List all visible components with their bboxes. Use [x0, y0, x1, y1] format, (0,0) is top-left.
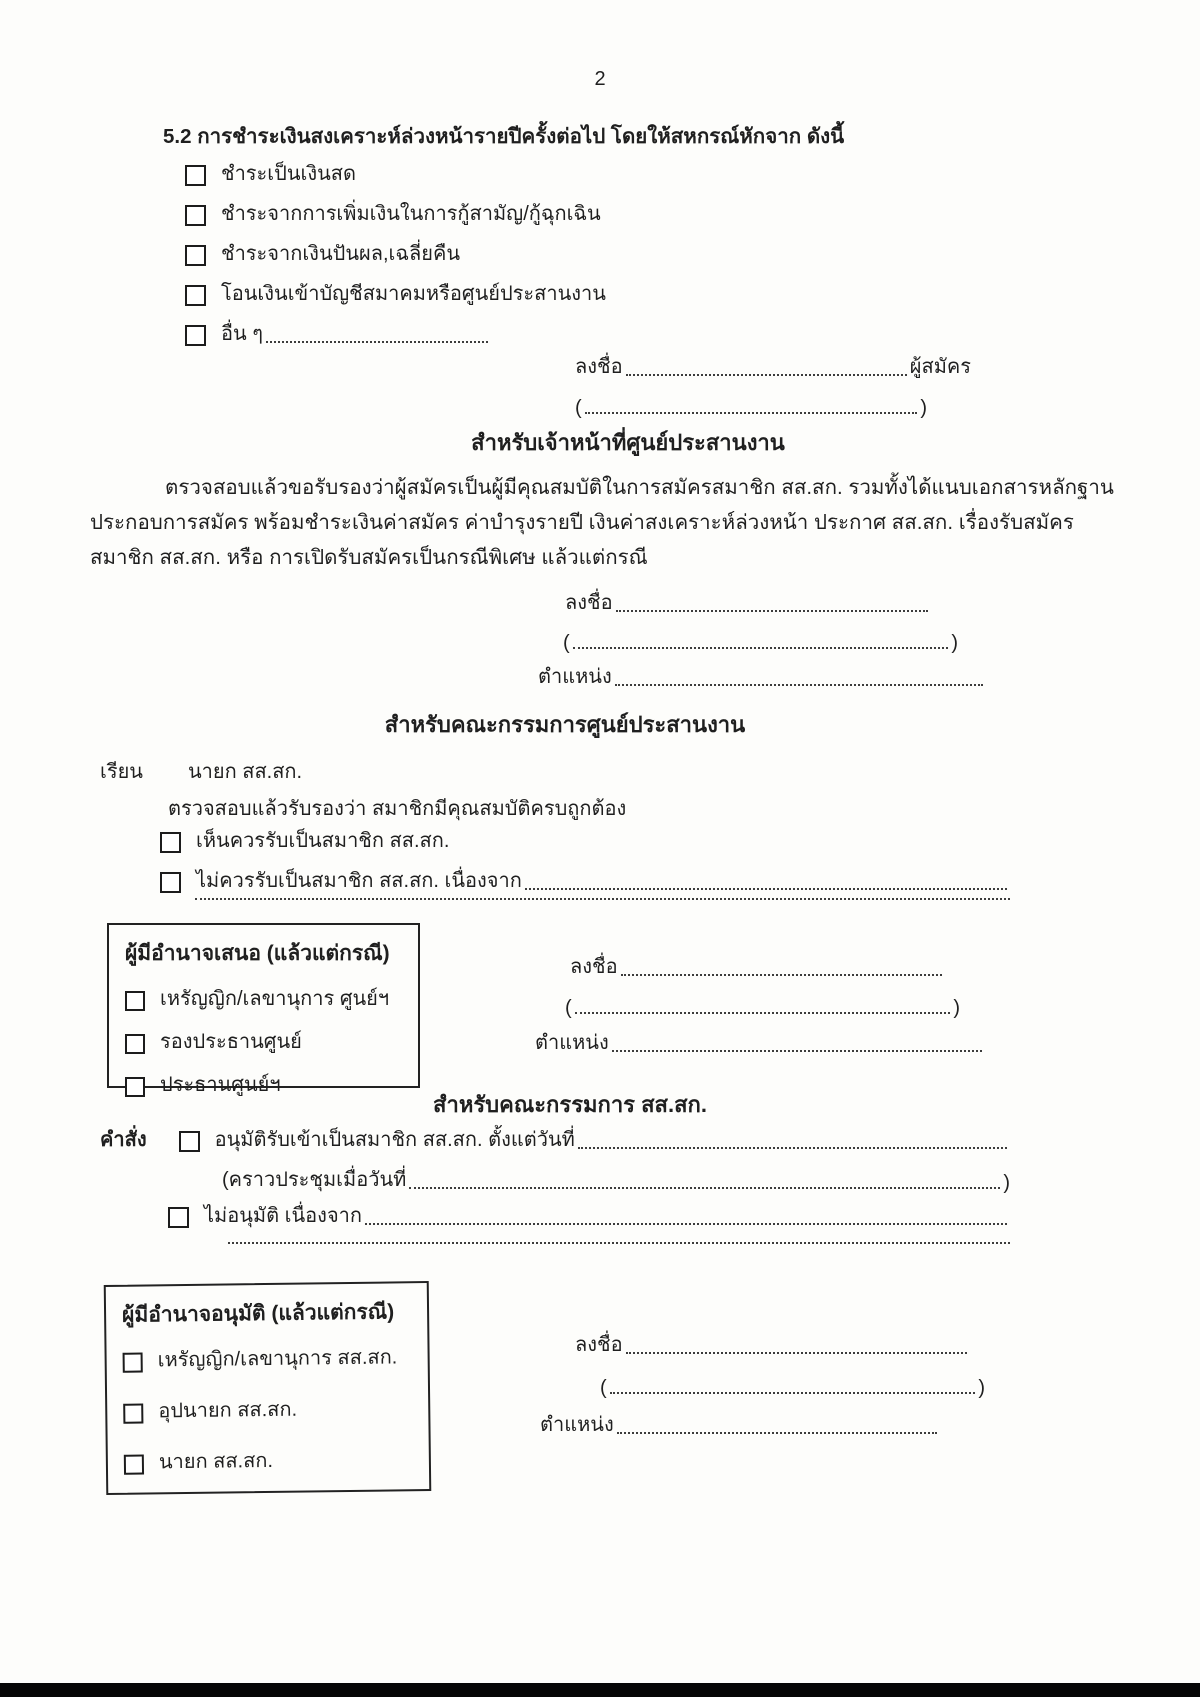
section-5-2-heading: 5.2 การชำระเงินสงเคราะห์ล่วงหน้ารายปีครั้งต่อไป โดยให้สหกรณ์หักจาก ดังนี้: [163, 125, 845, 148]
proposer-option-label: ประธานศูนย์ฯ: [160, 1074, 281, 1096]
other-fill-line[interactable]: [266, 341, 488, 343]
paren-close: ): [920, 397, 927, 419]
paren-open: (: [563, 632, 570, 654]
reject-option-label: ไม่ควรรับเป็นสมาชิก สส.สก. เนื่องจาก: [196, 870, 522, 892]
sign-label: ลงชื่อ: [575, 1334, 623, 1356]
checkbox-reject-member[interactable]: [160, 872, 181, 893]
checkbox-vice-chair-center[interactable]: [125, 1034, 145, 1054]
checkbox-loan-addition[interactable]: [185, 205, 206, 226]
committee-center-signature-block: [535, 952, 985, 1058]
committee-center-position-row: [535, 1028, 985, 1058]
committee-ssk-position-row: [540, 1410, 985, 1440]
applicant-name-line[interactable]: [585, 412, 918, 414]
proposer-option-row: [125, 1028, 402, 1057]
applicant-name-row: [575, 390, 927, 420]
to-row: [100, 758, 302, 787]
reject-admission-continuation-line[interactable]: [228, 1222, 1010, 1244]
proposer-option-label: เหรัญญิก/เลขานุการ ศูนย์ฯ: [160, 988, 390, 1010]
committee-ssk-signature-line[interactable]: [626, 1352, 967, 1354]
checkbox-dividend[interactable]: [185, 245, 206, 266]
committee-ssk-name-row: [540, 1370, 985, 1400]
approver-box-title: ผู้มีอำนาจอนุมัติ (แล้วแต่กรณี): [121, 1300, 395, 1327]
paren-close: ): [951, 632, 958, 654]
payment-option-label: ชำระเป็นเงินสด: [221, 163, 356, 185]
position-label: ตำแหน่ง: [540, 1414, 614, 1436]
approver-box: [104, 1281, 432, 1495]
payment-option-label: โอนเงินเข้าบัญชีสมาคมหรือศูนย์ประสานงาน: [221, 283, 606, 305]
checkbox-reject-admission[interactable]: [168, 1207, 189, 1228]
meeting-date-line[interactable]: [409, 1187, 1000, 1189]
applicant-sign-row: [575, 352, 971, 382]
payment-option-label: ชำระจากการเพิ่มเงินในการกู้สามัญ/กู้ฉุกเฉิน: [221, 203, 601, 225]
committee-ssk-position-line[interactable]: [617, 1432, 937, 1434]
payment-option-row: [185, 200, 745, 229]
payment-method-list: [185, 160, 745, 360]
applicant-role-label: ผู้สมัคร: [909, 356, 971, 378]
checkbox-approve-admission[interactable]: [179, 1131, 200, 1152]
approver-option-label: นายก สส.สก.: [158, 1449, 274, 1474]
checkbox-other[interactable]: [185, 325, 206, 346]
committee-ssk-name-line[interactable]: [610, 1392, 976, 1394]
meeting-date-row: [222, 1165, 1010, 1195]
order-row: [100, 1126, 1010, 1155]
certify-text: ตรวจสอบแล้วรับรองว่า สมาชิกมีคุณสมบัติครบถูกต้อง: [168, 798, 627, 820]
payment-option-label: ชำระจากเงินปันผล,เฉลี่ยคืน: [221, 243, 461, 265]
committee-center-sign-row: [535, 952, 985, 982]
checkbox-vice-president-ssk[interactable]: [123, 1404, 143, 1424]
sign-label: ลงชื่อ: [565, 592, 613, 614]
position-label: ตำแหน่ง: [538, 666, 612, 688]
committee-ssk-signature-block: [540, 1330, 985, 1440]
checkbox-president-ssk[interactable]: [124, 1455, 144, 1475]
approver-option-row: [122, 1343, 411, 1376]
order-label: คำสั่ง: [100, 1129, 147, 1151]
meeting-note-prefix: (คราวประชุมเมื่อวันที่: [222, 1169, 407, 1191]
committee-center-title: สำหรับคณะกรรมการศูนย์ประสานงาน: [384, 712, 746, 737]
approve-option-row: [160, 827, 1010, 856]
to-label: เรียน: [100, 761, 143, 783]
officer-position-row: [538, 662, 986, 692]
approve-admission-label: อนุมัติรับเข้าเป็นสมาชิก สส.สก. ตั้งแต่วันที่: [214, 1129, 575, 1151]
committee-ssk-title: สำหรับคณะกรรมการ สส.สก.: [433, 1092, 707, 1117]
payment-option-row: [185, 280, 745, 309]
paren-close: ): [1003, 1172, 1010, 1194]
applicant-signature-line[interactable]: [626, 374, 907, 376]
reject-admission-label: ไม่อนุมัติ เนื่องจาก: [204, 1205, 362, 1227]
officer-position-line[interactable]: [615, 684, 983, 686]
proposer-option-row: [125, 985, 402, 1014]
committee-center-name-row: [535, 990, 985, 1020]
payment-option-label: อื่น ๆ: [221, 323, 263, 345]
proposer-box-title: ผู้มีอำนาจเสนอ (แล้วแต่กรณี): [125, 942, 390, 965]
paren-close: ): [953, 997, 960, 1019]
committee-center-position-line[interactable]: [612, 1050, 982, 1052]
page-number: 2: [594, 68, 606, 90]
officer-name-line[interactable]: [573, 647, 949, 649]
payment-option-row: [185, 320, 745, 349]
payment-option-row: [185, 240, 745, 269]
officer-section-title: สำหรับเจ้าหน้าที่ศูนย์ประสานงาน: [471, 430, 785, 455]
admission-date-line[interactable]: [578, 1147, 1007, 1149]
approver-option-label: อุปนายก สส.สก.: [158, 1398, 298, 1423]
payment-option-row: [185, 160, 745, 189]
sign-label: ลงชื่อ: [570, 956, 618, 978]
paren-open: (: [575, 397, 582, 419]
committee-center-name-line[interactable]: [575, 1012, 951, 1014]
paren-open: (: [600, 1377, 607, 1399]
to-value: นายก สส.สก.: [187, 761, 303, 783]
reject-reason-continuation-line[interactable]: [195, 878, 1010, 900]
checkbox-treasurer-center[interactable]: [125, 991, 145, 1011]
approver-option-label: เหรัญญิก/เลขานุการ สส.สก.: [157, 1346, 398, 1372]
officer-sign-row: [538, 588, 986, 618]
officer-signature-block: [538, 588, 986, 692]
officer-certification-paragraph: ตรวจสอบแล้วขอรับรองว่าผู้สมัครเป็นผู้มีคุณสมบัติในการสมัครสมาชิก สส.สก. รวมทั้งได้แนบเอกสารหลักฐานประกอบการสมัคร พร้อมชำระเงินค่าสมัคร ค่าบำรุงรายปี เงินค่าสงเคราะห์ล่วงหน้า ประกาศ สส.สก. เรื่องรับสมัครสมาชิก สส.สก. หรือ การเปิดรับสมัครเป็นกรณีพิเศษ แล้วแต่กรณี: [90, 476, 1114, 569]
approver-option-row: [123, 1394, 412, 1427]
checkbox-approve-member[interactable]: [160, 832, 181, 853]
proposer-option-label: รองประธานศูนย์: [160, 1031, 302, 1053]
checkbox-treasurer-ssk[interactable]: [123, 1353, 143, 1373]
approver-option-row: [124, 1445, 413, 1478]
officer-signature-line[interactable]: [616, 610, 928, 612]
checkbox-cash[interactable]: [185, 165, 206, 186]
scan-artifact-bar: [0, 1683, 1200, 1697]
paren-open: (: [565, 997, 572, 1019]
committee-center-signature-line[interactable]: [621, 974, 942, 976]
approve-option-label: เห็นควรรับเป็นสมาชิก สส.สก.: [196, 830, 450, 852]
sign-label: ลงชื่อ: [575, 356, 623, 378]
position-label: ตำแหน่ง: [535, 1032, 609, 1054]
officer-name-row: [538, 625, 986, 655]
committee-ssk-sign-row: [540, 1330, 985, 1360]
proposer-box: [107, 923, 420, 1096]
checkbox-transfer[interactable]: [185, 285, 206, 306]
paren-close: ): [978, 1377, 985, 1399]
